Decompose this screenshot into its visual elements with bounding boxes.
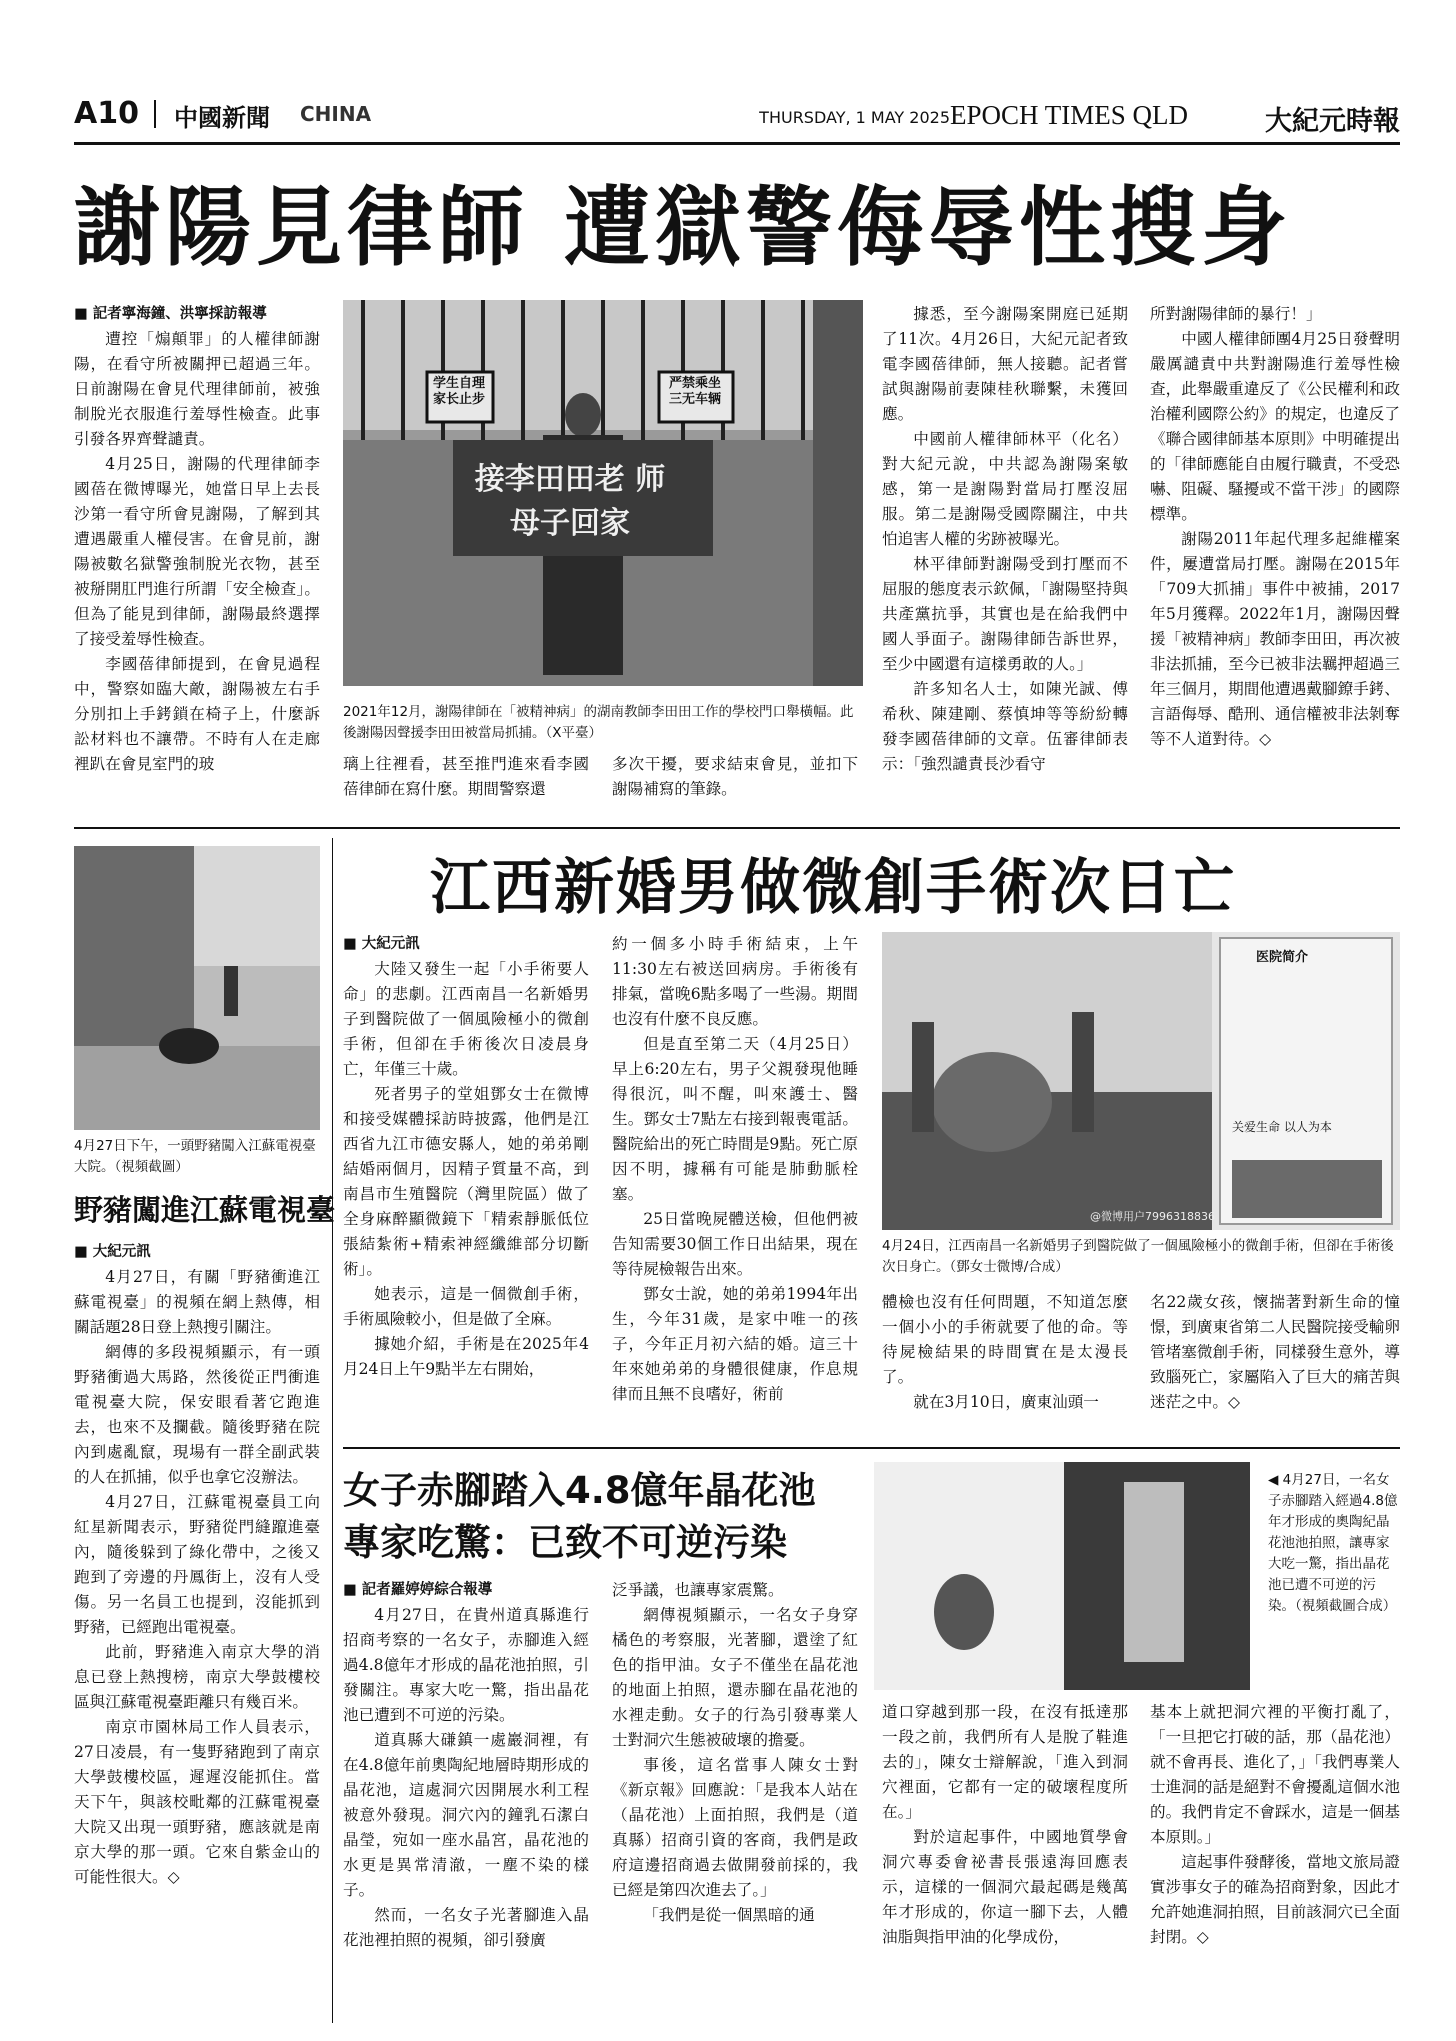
masthead bbox=[74, 96, 1400, 137]
story4-byline: ■ 記者羅婷婷綜合報導 bbox=[343, 1582, 493, 1598]
story4-column-3: 道口穿越到那一段，在沒有抵達那一段之前，我們所有人是脫了鞋進去的」，陳女士辯解說，「進入到洞穴裡面，它都有一定的破壞程度所在。」 對於這起事件，中國地質學會洞穴專委會祕書長張遠海回應表示，這樣的一個洞穴最起碼是幾萬年才形成的，你這一腳下去，人體油脂與指甲油的化學成份， bbox=[882, 1703, 1128, 1946]
story1-headline: 謝陽見律師 遭獄警侮辱性搜身 bbox=[74, 178, 1292, 278]
story3-photo-caption: 4月27日下午，一頭野豬闖入江蘇電視臺大院。（視頻截圖） bbox=[74, 1138, 316, 1175]
story2-column-1: ■ 大紀元訊 大陸又發生一起「小手術要人命」的悲劇。江西南昌一名新婚男子到醫院做了一個風險極小的微創手術，但卻在手術後次日凌晨身亡，年僅三十歲。 死者男子的堂姐鄧女士在微博和接受媒體採訪時披露，他們是江西省九江市德安縣人，她的弟弟剛結婚兩個月，因精子質量不高，到南昌市生殖醫院（灣里院區）做了全身麻醉顯微鏡下「精索靜脈低位張結紮術+精索神經纖維部分切斷術」。 她表示，這是一個微創手術，手術風險較小，但是做了全麻。 據她介紹，手術是在2025年4月24日上午9點半左右開始， bbox=[343, 932, 589, 1382]
paper-logo: 大紀元時報 bbox=[1265, 106, 1400, 137]
story2-photo bbox=[882, 932, 1400, 1230]
section-title-en: CHINA bbox=[300, 102, 372, 126]
story4-column-2: 泛爭議，也讓專家震驚。 網傳視頻顯示，一名女子身穿橘色的考察服，光著腳，還塗了紅色的指甲油。女子不僅坐在晶花池的地面上拍照，還赤腳在晶花池的水裡走動。女子的行為引發專業人士對洞穴生態被破壞的擔憂。 事後，這名當事人陳女士對《新京報》回應說：「是我本人站在（晶花池）上面拍照，我們是（道真縣）招商引資的客商，我們是政府這邊招商過去做開發前採的，我已經是第四次進去了。」 「我們是從一個黑暗的通 bbox=[612, 1581, 858, 1924]
story3-column: ■ 大紀元訊 4月27日，有關「野豬衝進江蘇電視臺」的視頻在網上熱傳，相關話題28日登上熱搜引關注。 網傳的多段視頻顯示，有一頭野豬衝過大馬路，然後從正門衝進電視臺大院，保安眼看著它跑進去，也來不及攔截。隨後野豬在院內到處亂竄，現場有一群全副武裝的人在抓捕，似乎也拿它沒辦法。 4月27日，江蘇電視臺員工向紅星新聞表示，野豬從門縫躥進臺內，隨後躲到了綠化帶中，之後又跑到了旁邊的丹鳳街上，沒有人受傷。另一名員工也提到，沒能抓到野豬，已經跑出電視臺。 此前，野豬進入南京大學的消息已登上熱搜榜，南京大學鼓樓校區與江蘇電視臺距離只有幾百米。 南京市園林局工作人員表示，27日凌晨，有一隻野豬跑到了南京大學鼓樓校區，遲遲沒能抓住。當天下午，與該校毗鄰的江蘇電視臺大院又出現一頭野豬，應該就是南京大學的那一頭。它來自紫金山的可能性很大。◇ bbox=[74, 1240, 320, 1890]
story1-photo-caption: 2021年12月，謝陽律師在「被精神病」的湖南教師李田田工作的學校門口舉橫幅。此後謝陽因聲援李田田被當局抓捕。（X平臺） bbox=[343, 704, 854, 741]
story1-column-5: 所對謝陽律師的暴行！」 中國人權律師團4月25日發聲明嚴厲譴責中共對謝陽進行羞辱性檢查，此舉嚴重違反了《公民權利和政治權利國際公約》的規定，也違反了《聯合國律師基本原則》中明確提出的「律師應能自由履行職責，不受恐嚇、阻礙、騷擾或不當干涉」的國際標準。 謝陽2011年起代理多起維權案件，屢遭當局打壓。謝陽在2015年「709大抓捕」事件中被捕，2017年5月獲釋。2022年1月，謝陽因聲援「被精神病」教師李田田，再次被非法抓捕，至今已被非法羈押超過三年三個月，期間他遭遇戴腳鐐手銬、言語侮辱、酷刑、通信權被非法剝奪等不人道對待。◇ bbox=[1150, 305, 1400, 748]
story-divider-2 bbox=[343, 1447, 1400, 1449]
page-number: A10 bbox=[74, 96, 139, 131]
story1-photo-sign-left: 学生自理 家长止步 bbox=[432, 376, 485, 407]
story1-column-4: 據悉，至今謝陽案開庭已延期了11次。4月26日，大紀元記者致電李國蓓律師，無人接聽。記者嘗試與謝陽前妻陳桂秋聯繫，未獲回應。 中國前人權律師林平（化名）對大紀元說，中共認為謝陽案敏感，第一是謝陽對當局打壓沒屈服。第二是謝陽受國際關注，中共怕追害人權的劣跡被曝光。 林平律師對謝陽受到打壓而不屈服的態度表示欽佩，「謝陽堅持與共產黨抗爭，其實也是在給我們中國人爭面子。謝陽律師告訴世界，至少中國還有這樣勇敢的人。」 許多知名人士，如陳光誠、傅希秋、陳建剛、蔡慎坤等等紛紛轉發李國蓓律師的文章。伍審律師表示：「強烈譴責長沙看守 bbox=[882, 305, 1128, 773]
column-divider bbox=[332, 838, 333, 2023]
story4-headline: 女子赤腳踏入4.8億年晶花池 專家吃驚：已致不可逆污染 bbox=[343, 1469, 816, 1564]
story2-photo-caption: 4月24日，江西南昌一名新婚男子到醫院做了一個風險極小的微創手術，但卻在手術後次日身亡。（鄧女士微博/合成） bbox=[882, 1238, 1394, 1275]
story4-column-1: ■ 記者羅婷婷綜合報導 4月27日，在貴州道真縣進行招商考察的一名女子，赤腳進入經過4.8億年才形成的晶花池拍照，引發關注。專家大吃一驚，指出晶花池已遭到不可逆的污染。 道真縣大磏鎮一處巖洞裡，有在4.8億年前奧陶紀地層時期形成的晶花池，這處洞穴因開展水利工程被意外發現。洞穴內的鐘乳石潔白晶瑩，宛如一座水晶宮，晶花池的水更是異常清澈，一塵不染的樣子。 然而，一名女子光著腳進入晶花池裡拍照的視頻，卻引發廣 bbox=[343, 1578, 589, 1953]
story2-byline: ■ 大紀元訊 bbox=[343, 936, 420, 952]
story1-column-1: ■ 記者寧海鐘、洪寧採訪報導 遭控「煽顛罪」的人權律師謝陽，在看守所被關押已超過三年。日前謝陽在會見代理律師前，被強制脫光衣服進行羞辱性檢查。此事引發各界齊聲譴責。 4月25日，謝陽的代理律師李國蓓在微博曝光，她當日早上去長沙第一看守所會見謝陽，了解到其遭遇嚴重人權侵害。在會見前，謝陽被數名獄警強制脫光衣物，甚至被掰開肛門進行所謂「安全檢查」。但為了能見到律師，謝陽最終選擇了接受羞辱性檢查。 李國蓓律師提到，在會見過程中，警察如臨大敵，謝陽被左右手分別扣上手銬鎖在椅子上，什麼訴訟材料也不讓帶。不時有人在走廊裡趴在會見室門的玻 bbox=[74, 302, 320, 777]
masthead-rule bbox=[74, 142, 1400, 145]
story2-photo-board-slogan: 关爱生命 以人为本 bbox=[1232, 1120, 1332, 1134]
story1-photo-banner: 接李田田老 师母子回家 bbox=[474, 462, 666, 541]
section-title-zh: 中國新聞 bbox=[174, 104, 270, 132]
story3-headline: 野豬闖進江蘇電視臺 bbox=[74, 1193, 336, 1227]
story-divider bbox=[74, 827, 1400, 829]
masthead-divider bbox=[154, 100, 156, 128]
story2-column-4: 名22歲女孩，懷揣著對新生命的憧憬，到廣東省第二人民醫院接受輸卵管堵塞微創手術，同樣發生意外，導致腦死亡，家屬陷入了巨大的痛苦與迷茫之中。◇ bbox=[1150, 1293, 1400, 1411]
story1-photo-sign-right: 严禁乘坐 三无车辆 bbox=[668, 376, 721, 407]
issue-date: THURSDAY, 1 MAY 2025 bbox=[759, 108, 950, 127]
story3-byline: ■ 大紀元訊 bbox=[74, 1244, 151, 1260]
story4-photo bbox=[874, 1462, 1250, 1690]
story1-byline: ■ 記者寧海鐘、洪寧採訪報導 bbox=[74, 306, 267, 322]
story3-photo bbox=[74, 846, 320, 1130]
story2-photo-watermark: @微博用户7996318836 bbox=[1090, 1210, 1215, 1223]
story2-column-2: 約一個多小時手術結束，上午11:30左右被送回病房。手術後有排氣，當晚6點多喝了一些湯。期間也沒有什麼不良反應。 但是直至第二天（4月25日）早上6:20左右，男子父親發現他睡得很沉，叫不醒，叫來護士、醫生。鄧女士7點左右接到報喪電話。醫院給出的死亡時間是9點。死亡原因不明，據稱有可能是肺動脈栓塞。 25日當晚屍體送檢，但他們被告知需要30個工作日出結果，現在等待屍檢報告出來。 鄧女士說，她的弟弟1994年出生，今年31歲，是家中唯一的孩子，今年正月初六結的婚。這三十年來她弟弟的身體很健康，作息規律而且無不良嗜好，術前 bbox=[612, 935, 858, 1403]
story2-headline: 江西新婚男做微創手術次日亡 bbox=[430, 853, 1236, 923]
story4-photo-caption: ◀ 4月27日，一名女子赤腳踏入經過4.8億年才形成的奧陶紀晶花池池拍照，讓專家大吃一驚，指出晶花池已遭不可逆的污染。（視頻截圖合成） bbox=[1268, 1472, 1398, 1614]
paper-name: EPOCH TIMES QLD bbox=[949, 100, 1188, 130]
story4-column-4: 基本上就把洞穴裡的平衡打亂了，「一旦把它打破的話，那（晶花池）就不會再長、進化了，」「我們專業人士進洞的話是絕對不會擾亂這個水池的。我們肯定不會踩水，這是一個基本原則。」 這起事件發酵後，當地文旅局證實涉事女子的確為招商對象，因此才允許她進洞拍照，目前該洞穴已全面封閉。◇ bbox=[1150, 1703, 1400, 1946]
story2-photo-board-title: 医院简介 bbox=[1256, 950, 1309, 965]
story1-column-3: 多次干擾，要求結束會見，並扣下謝陽補寫的筆錄。 bbox=[612, 755, 858, 798]
story1-column-2: 璃上往裡看，甚至推門進來看李國蓓律師在寫什麼。期間警察還 bbox=[343, 755, 589, 798]
story2-column-3: 體檢也沒有任何問題，不知道怎麼一個小小的手術就要了他的命。等待屍檢結果的時間實在是太漫長了。 就在3月10日，廣東汕頭一 bbox=[882, 1293, 1128, 1411]
